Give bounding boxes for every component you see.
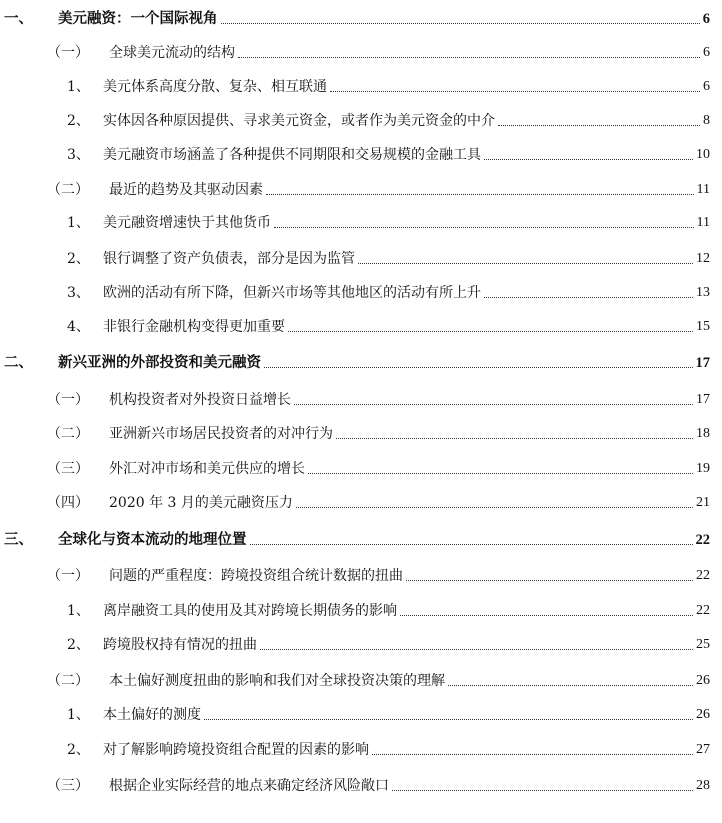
toc-entry[interactable]	[0, 702, 722, 724]
toc-entry-page-number: 11	[696, 215, 710, 230]
toc-entry-title: 非银行金融机构变得更加重要	[103, 319, 285, 335]
toc-entry[interactable]	[0, 108, 722, 130]
toc-entry-page-number: 18	[696, 426, 710, 441]
toc-entry-page-number: 11	[696, 182, 710, 197]
toc-entry-number: 2、	[67, 637, 90, 653]
toc-entry-page-number: 21	[696, 495, 710, 510]
toc-entry[interactable]	[0, 421, 722, 443]
toc-entry-title: 根据企业实际经营的地点来确定经济风险敞口	[109, 778, 389, 794]
toc-entry-page-number: 26	[696, 707, 710, 722]
toc-dot-leader	[484, 297, 693, 298]
toc-dot-leader	[392, 790, 693, 791]
toc-dot-leader	[484, 159, 693, 160]
toc-entry-number: 2、	[67, 113, 90, 129]
toc-entry-page-number: 22	[696, 603, 710, 618]
toc-dot-leader	[264, 367, 693, 368]
toc-entry-number: 4、	[67, 319, 90, 335]
toc-entry-title: 实体因各种原因提供、寻求美元资金，或者作为美元资金的中介	[103, 113, 495, 129]
toc-entry-page-number: 6	[703, 45, 710, 60]
toc-entry-title: 美元融资增速快于其他货币	[103, 215, 271, 231]
toc-entry[interactable]	[0, 387, 722, 409]
toc-entry[interactable]	[0, 456, 722, 478]
toc-entry[interactable]	[0, 773, 722, 795]
toc-entry-number: 3、	[67, 285, 90, 301]
toc-entry[interactable]	[0, 563, 722, 585]
toc-entry-page-number: 25	[696, 637, 710, 652]
toc-dot-leader	[250, 544, 693, 545]
toc-entry-page-number: 17	[695, 355, 710, 371]
toc-entry-number: 一、	[4, 10, 33, 27]
toc-entry-number: 2、	[67, 251, 90, 267]
toc-entry-number: （二）	[47, 426, 89, 442]
toc-entry-title: 本土偏好的测度	[103, 707, 201, 723]
toc-entry-number: 1、	[67, 79, 90, 95]
toc-entry[interactable]	[0, 632, 722, 654]
toc-entry-title: 美元融资：一个国际视角	[58, 10, 218, 27]
toc-entry-page-number: 8	[703, 113, 710, 128]
toc-dot-leader	[308, 473, 693, 474]
toc-entry-title: 离岸融资工具的使用及其对跨境长期债务的影响	[103, 603, 397, 619]
toc-entry[interactable]	[0, 668, 722, 690]
toc-entry-page-number: 26	[696, 673, 710, 688]
toc-entry[interactable]	[0, 246, 722, 268]
toc-entry-title: 机构投资者对外投资日益增长	[109, 392, 291, 408]
toc-entry-number: （一）	[47, 45, 89, 61]
toc-dot-leader	[498, 125, 700, 126]
toc-entry-number: （三）	[47, 778, 89, 794]
toc-entry-page-number: 22	[695, 532, 710, 548]
toc-entry[interactable]	[0, 527, 722, 549]
toc-entry-title: 2020 年 3 月的美元融资压力	[109, 495, 293, 511]
toc-entry[interactable]	[0, 314, 722, 336]
toc-entry[interactable]	[0, 40, 722, 62]
toc-entry-number: 1、	[67, 707, 90, 723]
toc-entry-number: （三）	[47, 461, 89, 477]
toc-entry-number: 二、	[4, 354, 33, 371]
toc-entry-number: 1、	[67, 603, 90, 619]
toc-entry[interactable]	[0, 598, 722, 620]
toc-dot-leader	[296, 507, 693, 508]
toc-entry-page-number: 19	[696, 461, 710, 476]
toc-entry-number: （二）	[47, 673, 89, 689]
toc-entry[interactable]	[0, 490, 722, 512]
toc-entry-title: 美元融资市场涵盖了各种提供不同期限和交易规模的金融工具	[103, 147, 481, 163]
toc-entry-title: 最近的趋势及其驱动因素	[109, 182, 263, 198]
toc-dot-leader	[372, 754, 693, 755]
toc-entry[interactable]	[0, 280, 722, 302]
toc-entry-number: 三、	[4, 531, 33, 548]
toc-entry-number: （一）	[47, 568, 89, 584]
toc-dot-leader	[238, 57, 700, 58]
toc-entry-page-number: 6	[703, 79, 710, 94]
toc-entry[interactable]	[0, 350, 722, 372]
toc-entry-page-number: 28	[696, 778, 710, 793]
toc-entry-title: 全球化与资本流动的地理位置	[58, 531, 247, 548]
toc-entry-title: 银行调整了资产负债表，部分是因为监管	[103, 251, 355, 267]
toc-entry-title: 全球美元流动的结构	[109, 45, 235, 61]
toc-entry[interactable]	[0, 737, 722, 759]
toc-entry[interactable]	[0, 177, 722, 199]
toc-dot-leader	[400, 615, 693, 616]
toc-dot-leader	[294, 404, 693, 405]
toc-entry-title: 跨境股权持有情况的扭曲	[103, 637, 257, 653]
toc-entry-number: 2、	[67, 742, 90, 758]
toc-entry-page-number: 12	[696, 251, 710, 266]
toc-entry-page-number: 17	[696, 392, 710, 407]
toc-entry-title: 新兴亚洲的外部投资和美元融资	[58, 354, 261, 371]
toc-dot-leader	[260, 649, 693, 650]
toc-entry-page-number: 13	[696, 285, 710, 300]
toc-entry[interactable]	[0, 210, 722, 232]
toc-entry-number: （一）	[47, 392, 89, 408]
toc-dot-leader	[358, 263, 693, 264]
toc-entry[interactable]	[0, 142, 722, 164]
toc-dot-leader	[204, 719, 693, 720]
toc-entry-page-number: 15	[696, 319, 710, 334]
toc-entry-title: 亚洲新兴市场居民投资者的对冲行为	[109, 426, 333, 442]
toc-entry-page-number: 6	[702, 11, 710, 27]
toc-entry-title: 对了解影响跨境投资组合配置的因素的影响	[103, 742, 369, 758]
toc-dot-leader	[330, 91, 700, 92]
toc-entry-number: 1、	[67, 215, 90, 231]
toc-dot-leader	[274, 227, 694, 228]
toc-entry-title: 本土偏好测度扭曲的影响和我们对全球投资决策的理解	[109, 673, 445, 689]
toc-entry-title: 问题的严重程度：跨境投资组合统计数据的扭曲	[109, 568, 403, 584]
toc-dot-leader	[266, 194, 694, 195]
toc-dot-leader	[406, 580, 693, 581]
toc-entry-title: 欧洲的活动有所下降，但新兴市场等其他地区的活动有所上升	[103, 285, 481, 301]
toc-dot-leader	[221, 23, 700, 24]
toc-entry[interactable]	[0, 6, 722, 28]
toc-entry-title: 美元体系高度分散、复杂、相互联通	[103, 79, 327, 95]
toc-entry-page-number: 10	[696, 147, 710, 162]
toc-dot-leader	[336, 438, 693, 439]
toc-entry-page-number: 22	[696, 568, 710, 583]
toc-entry-title: 外汇对冲市场和美元供应的增长	[109, 461, 305, 477]
toc-entry-number: （二）	[47, 182, 89, 198]
toc-entry-number: （四）	[47, 495, 89, 511]
toc-dot-leader	[448, 685, 693, 686]
toc-entry-page-number: 27	[696, 742, 710, 757]
toc-dot-leader	[288, 331, 693, 332]
toc-entry-number: 3、	[67, 147, 90, 163]
toc-entry[interactable]	[0, 74, 722, 96]
